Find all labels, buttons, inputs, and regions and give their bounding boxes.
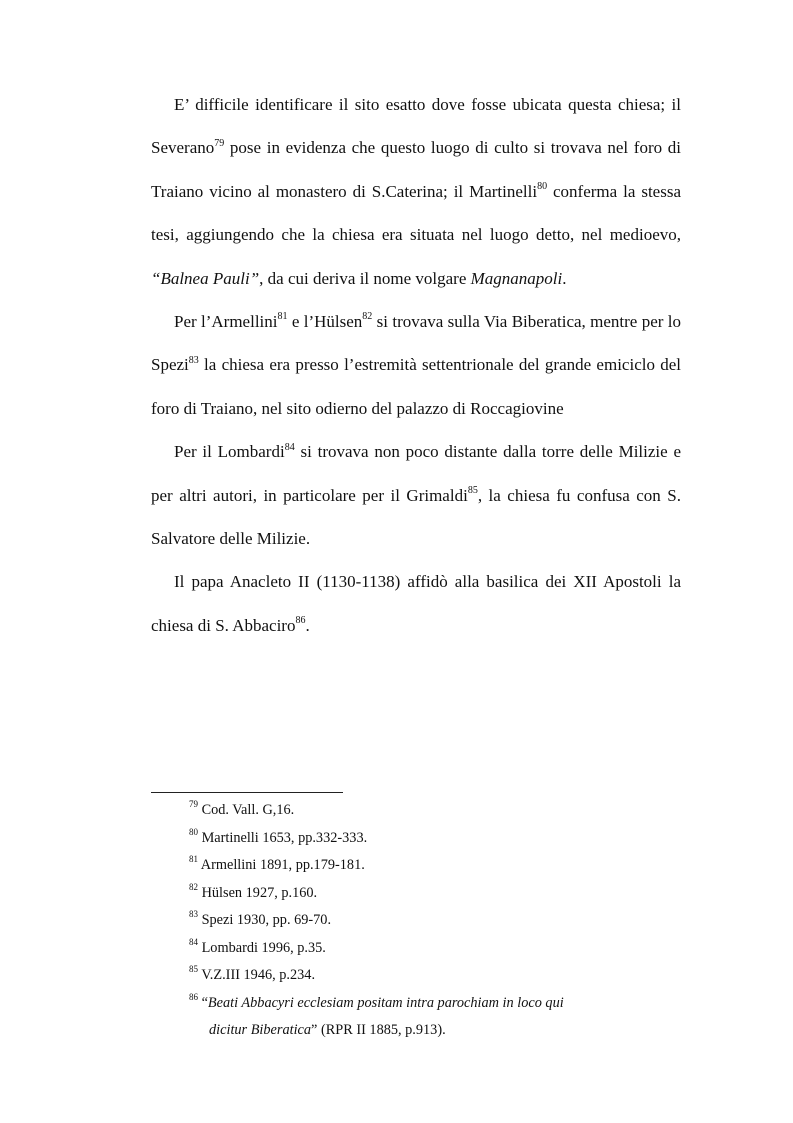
footnote-82: [151, 880, 681, 908]
paragraph-2: [151, 300, 681, 430]
text-run: pose in evidenza che questo luogo di culto si trovava nel foro di Traiano vicino al monastero di S.Caterina; il Martinelli: [151, 138, 681, 201]
footnote-text: Armellini 1891, pp.179-181.: [198, 857, 365, 873]
footnote-number: 83: [189, 909, 198, 920]
footnote-number: 82: [189, 881, 198, 892]
footnote-ref-85[interactable]: 85: [467, 485, 478, 496]
footnote-80: [151, 825, 681, 853]
text-run: .: [562, 268, 567, 288]
footnote-81: [151, 852, 681, 880]
footnote-ref-80[interactable]: 80: [537, 181, 548, 193]
footnote-continuation: [189, 1017, 681, 1045]
footnote-text: V.Z.III 1946, p.234.: [198, 967, 316, 983]
footnote-84: [151, 935, 681, 963]
footnote-number: 80: [189, 826, 198, 837]
footnote-85: [151, 962, 681, 990]
footnote-ref-86[interactable]: 86: [295, 615, 306, 627]
paragraph-4: [151, 560, 681, 647]
text-run: si trovava sulla Via Biberatica, mentre per lo Spezi: [151, 312, 681, 375]
italic-text: “Balnea Pauli”: [151, 268, 260, 288]
footnote-text: Spezi 1930, pp. 69-70.: [198, 912, 332, 928]
footnote-text: Cod. Vall. G,16.: [198, 802, 295, 818]
text-run: si trovava non poco distante dalla torre delle Milizie e per altri autori, in particolare per il Grimaldi: [151, 442, 681, 505]
footnote-number: 84: [189, 936, 198, 947]
footnote-separator: [151, 792, 343, 793]
text-run: E’ difficile identificare il sito esatto dove fosse ubicata questa chiesa; il Severano: [151, 95, 681, 158]
footnote-83: [151, 907, 681, 935]
text-run: conferma la stessa tesi, aggiungendo che la chiesa era situata nel luogo detto, nel medioevo,: [151, 181, 681, 245]
footnote-text: Lombardi 1996, p.35.: [198, 939, 326, 956]
footnote-text: Hülsen 1927, p.160.: [198, 884, 318, 901]
footnote-number: 81: [189, 854, 198, 865]
paragraph-3: [151, 430, 681, 560]
footnote-79: [151, 797, 681, 825]
footnote-text: “: [198, 994, 208, 1011]
footnote-86: [151, 990, 681, 1045]
text-run: , la chiesa fu confusa con S. Salvatore delle Milizie.: [151, 485, 681, 549]
footnotes: [151, 797, 681, 1045]
footnote-number: 79: [189, 799, 198, 810]
text-run: Per l’Armellini: [174, 312, 278, 332]
body-text: [151, 83, 681, 647]
text-run: Il papa Anacleto II (1130-1138) affidò alla basilica dei XII Apostoli la chiesa di S. Abbaciro: [151, 572, 681, 635]
footnote-ref-81[interactable]: 81: [277, 311, 288, 323]
footnote-ref-83[interactable]: 83: [188, 354, 199, 366]
footnote-text: ” (RPR II 1885, p.913).: [311, 1022, 446, 1038]
footnote-number: 85: [189, 964, 198, 975]
text-run: .: [305, 615, 310, 635]
italic-text: Magnanapoli: [470, 268, 563, 288]
footnote-ref-79[interactable]: 79: [214, 137, 225, 149]
text-run: e l’Hülsen: [287, 312, 363, 332]
footnote-italic-text: dicitur Biberatica: [209, 1022, 312, 1038]
footnote-ref-84[interactable]: 84: [284, 441, 295, 453]
text-run: , da cui deriva il nome volgare: [259, 268, 471, 288]
text-run: la chiesa era presso l’estremità settentrionale del grande emiciclo del foro di Traiano, nel sito odierno del palazzo di Roccagiovine: [151, 355, 681, 418]
footnote-text: Martinelli 1653, pp.332-333.: [198, 829, 368, 846]
footnote-ref-82[interactable]: 82: [362, 311, 373, 323]
paragraph-1: [151, 83, 681, 300]
footnote-number: 86: [189, 991, 198, 1002]
footnote-italic-text: Beati Abbacyri ecclesiam positam intra parochiam in loco qui: [207, 994, 564, 1011]
text-run: Per il Lombardi: [174, 442, 285, 462]
